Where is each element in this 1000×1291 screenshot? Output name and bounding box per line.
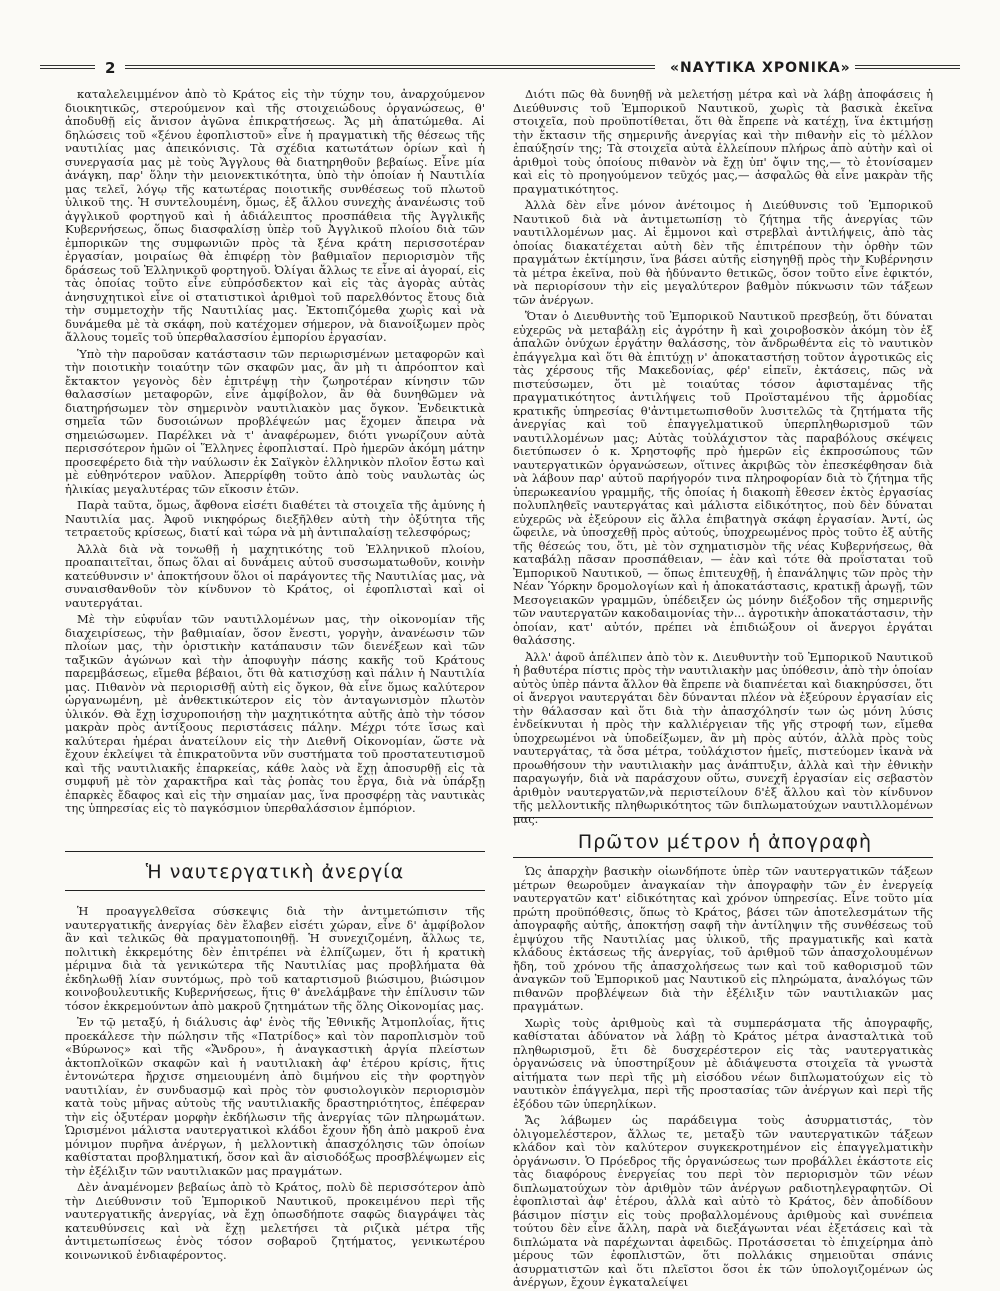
paragraph: Ἄς λάβωμεν ὡς παράδειγμα τοὺς ἀσυρματιστάς, τὸν ὀλιγομελέστερον, ἄλλως τε, μεταξὺ τῶν ναυτεργατικῶν τάξεων κλάδον καὶ τὸν καλύτερον συγκεκροτημένον εἰς ἐπαγγελματικὴν ὀργάνωσιν. Ὁ Πρόεδρος τῆς ὀργανώσεως των προβάλλει ἑκάστοτε εἰς τὰς διαφόρους ἐνεργείας του περὶ τὸν περιορισμὸν τῶν νέων διπλωματούχων τὸν ἀριθμὸν τῶν ἀνέργων ραδιοτηλεγραφητῶν. Οἱ ἐφοπλισταὶ ἀφ' ἑτέρου, ἀλλὰ καὶ αὐτὸ τὸ Κράτος, δὲν ἀποδίδουν βάσιμον πίστιν εἰς τοὺς προβαλλομένους ἀριθμοὺς καὶ συνέπεια τούτου δὲν εἶνε ἄλλη, παρὰ νὰ διεξάγωνται νέαι ἐξετάσεις καὶ τὰ διπλώματα νὰ παρέχωνται ἀφειδῶς. Προτάσσεται τὸ ἐπιχείρημα ἀπὸ μέρους τῶν ἐφοπλιστῶν, ὅτι πολλάκις σημειοῦται σπάνις ἀσυρματιστῶν καὶ ὅτι πλεῖστοι ὅσοι ἐκ τῶν ὑπολογιζομένων ὡς ἀνέργων, ἔχουν ἐγκαταλείψει [513, 1113, 933, 1289]
heading-rule-bottom [65, 890, 485, 891]
paragraph: Ἡ προαγγελθεῖσα σύσκεψις διὰ τὴν ἀντιμετώπισιν τῆς ναυτεργατικῆς ἀνεργίας δὲν ἔλαβεν εἰσέτι χώραν, εἶνε δ' ἀμφίβολον ἂν καὶ τελικῶς θὰ πραγματοποιηθῇ. Ἡ συνεχιζομένη, ἄλλως τε, πολιτικὴ ἐκκρεμότης δὲν ἐπιτρέπει νὰ ἐλπίζωμεν, ὅτι ἡ κρατικὴ μέριμνα διὰ τὰ γενικώτερα τῆς Ναυτιλίας μας προβλήματα θὰ ἐκδηλωθῇ λίαν συντόμως, πρὸ τοῦ καταρτισμοῦ βιώσιμου, βιώσιμον κοινοβουλευτικῆς Κυβερνήσεως, ἥτις θ' ἀνελάμβανε τὴν ἐπίλυσιν τῶν τόσον ἐκκρεμούντων ἀπὸ μακροῦ ζητημάτων τῆς ὅλης Οἰκονομίας μας. [65, 904, 485, 1013]
header-rule-right [855, 65, 960, 69]
paragraph: Ἀλλὰ διὰ νὰ τονωθῇ ἡ μαχητικότης τοῦ Ἑλληνικοῦ πλοίου, προαπαιτεῖται, ὅπως ὅλαι αἱ δυνάμεις αὐτοῦ συσσωματωθοῦν, κοινὴν κατεύθυνσιν ν' ἀποκτήσουν ὅλοι οἱ παράγοντες τῆς Ναυτιλίας μας, νὰ συναισθανθοῦν τὸν κίνδυνον τὸ Κράτος, οἱ ἐφοπλισταὶ καὶ οἱ ναυτεργάται. [65, 541, 485, 610]
paragraph: Διότι πῶς θὰ δυνηθῇ νὰ μελετήσῃ μέτρα καὶ νὰ λάβῃ ἀποφάσεις ἡ Διεύθυνσις τοῦ Ἐμπορικοῦ Ναυτικοῦ, χωρὶς τὰ βασικὰ ἐκεῖνα στοιχεῖα, ποὺ προϋποτίθεται, ὅτι θὰ ἔπρεπε νὰ κατέχῃ, ἵνα ἐκτιμήσῃ τὴν ἔκτασιν τῆς σημερινῆς ἀνεργίας καὶ τὴν πιθανὴν εἰς τὸ μέλλον ἐπαύξησίν της; Τὰ στοιχεῖα αὐτὰ ἐλλείπουν πλήρως ἀπὸ αὐτὴν καὶ οἱ ἀριθμοὶ τοὺς ὁποίους πιθανὸν νὰ ἔχῃ ὑπ' ὄψιν της,— τὸ ἐτονίσαμεν καὶ εἰς τὸ προηγούμενον τεῦχός μας,— ἀσφαλῶς θὰ εἶνε μακρὰν τῆς πραγματικότητος. [513, 87, 933, 196]
heading-rule-top [513, 817, 933, 818]
paragraph: καταλελειμμένον ἀπὸ τὸ Κράτος εἰς τὴν τύχην του, ἀναρχούμενον διοικητικῶς, στερούμενον καὶ τῆς στοιχειώδους ὀργανώσεως, θ' ἀποδυθῇ εἰς ἄνισον ἀγῶνα ἐπικρατήσεως. Ἄς μὴ ἀπατώμεθα. Αἱ δηλώσεις τοῦ «ξένου ἐφοπλιστοῦ» εἶνε ἡ πραγματικὴ τῆς θέσεως τῆς ναυτιλίας μας ἀπεικόνισις. Τὰ σχέδια κατωτάτων ὁρίων καὶ ἡ συνεργασία μας μὲ τοὺς Ἄγγλους θὰ διατηρηθοῦν βεβαίως. Εἶνε μία ἀνάγκη, παρ' ὅλην τὴν μειονεκτικότητα, ὑπὸ τὴν ὁποίαν ἡ Ναυτιλία μας τελεῖ, λόγῳ τῆς κατωτέρας ποιοτικῆς συνθέσεως τοῦ πλωτοῦ ὑλικοῦ της. Ἡ συντελουμένη, ὅμως, ἐξ ἄλλου συνεχὴς ἀνανέωσις τοῦ ἀγγλικοῦ φορτηγοῦ καὶ ἡ ἀδιάλειπτος προσπάθεια τῆς Ἀγγλικῆς Κυβερνήσεως, ὅπως διασφαλίσῃ ὑπὲρ τοῦ Ἀγγλικοῦ πλοίου διὰ τῶν ἐμπορικῶν της συμφωνιῶν πρὸς τὰ ξένα κράτη περισσοτέραν ἐργασίαν, μοιραίως θὰ ἐπιφέρῃ τὸν βαθμιαῖον περιορισμὸν τῆς δράσεως τοῦ Ἑλληνικοῦ φορτηγοῦ. Ὀλίγαι ἄλλως τε εἶνε αἱ ἀγοραί, εἰς τὰς ὁποίας τοῦτο εἶνε εὐπρόσδεκτον καὶ εἰς τὰς ἀγορὰς αὐτὰς ἀνησυχητικοὶ εἶνε οἱ στατιστικοὶ ἀριθμοὶ τοῦ παρελθόντος ἔτους διὰ τὴν συμμετοχὴν τῆς Ναυτιλίας μας. Ἐκτοπιζόμεθα χωρὶς καὶ νὰ δυνάμεθα μὲ τὰ σκάφη, ποὺ κατέχομεν σήμερον, νὰ διανοίξωμεν πρὸς ἄλλους τομεῖς τοῦ ὑπερθαλασσίου ἐμπορίου ἐργασίαν. [65, 87, 485, 344]
page-number: 2 [105, 59, 116, 77]
paragraph: Ἐν τῷ μεταξύ, ἡ διάλυσις ἀφ' ἑνὸς τῆς Ἐθνικῆς Ἀτμοπλοΐας, ἥτις προεκάλεσε τὴν πώλησιν τῆς «Πατρίδος» καὶ τὸν παροπλισμὸν τοῦ «Βύρωνος» καὶ τῆς «Ἄνδρου», ἡ ἀναγκαστικὴ ἀργία πλείστων ἀκτοπλοϊκῶν σκαφῶν καὶ ἡ ναυτιλιακὴ ἀφ' ἑτέρου κρίσις, ἥτις ἐντονώτερα ἤρχισε σημειουμένη ἀπὸ διμήνου εἰς τὴν φορτηγὸν ναυτιλίαν, ἐν συνδυασμῷ καὶ πρὸς τὸν φυσιολογικὸν περιορισμὸν κατὰ τοὺς μῆνας αὐτοὺς τῆς ναυτιλιακῆς δραστηριότητος, ἐπέφεραν τὴν εἰς ὀξυτέραν μορφὴν ἐκδήλωσιν τῆς ἀνεργίας τῶν πληρωμάτων. Ὡρισμένοι μάλιστα ναυτεργατικοὶ κλάδοι ἔχουν ἤδη ἀπὸ μακροῦ ἐνα μόνιμον πυρῆνα ἀνέργων, ἡ μελλοντικὴ ἀπασχόλησις τῶν ὁποίων καθίσταται προβληματική, ὅσον καὶ ἂν αἰσιοδόξως προσβλέψωμεν εἰς τὴν ἐξέλιξιν τῶν ναυτιλιακῶν μας πραγμάτων. [65, 1015, 485, 1178]
paragraph: Ὅταν ὁ Διευθυντὴς τοῦ Ἐμπορικοῦ Ναυτικοῦ πρεσβεύῃ, ὅτι δύναται εὐχερῶς νὰ μεταβάλῃ εἰς ἀγρότην ἢ καὶ χοιροβοσκὸν ἀκόμη τὸν ἐξ ἁπαλῶν ὀνύχων ἐργάτην θαλάσσης, τὸν ἄνδρωθέντα εἰς τὸ ναυτικὸν ἐπάγγελμα καὶ ὅτι θὰ ἐπιτύχῃ ν' ἀποκαταστήσῃ τοῦτον ἀγροτικῶς εἰς τὰς χέρσους τῆς Μακεδονίας, φέρ' εἰπεῖν, ἐκτάσεις, πῶς νὰ πιστεύσωμεν, ὅτι μὲ τοιαύτας τόσον ἀφισταμένας τῆς πραγματικότητος ἀντιλήψεις τοῦ Προϊσταμένου τῆς ἁρμοδίας κρατικῆς ὑπηρεσίας θ'ἀντιμετωπισθοῦν λυσιτελῶς τὰ ζητήματα τῆς ἀνεργίας καὶ τοῦ ἐπαγγελματικοῦ ὑπερπληθωρισμοῦ τῶν ναυτιλλομένων μας; Αὐτὰς τοὐλάχιστον τὰς παραβόλους σκέψεις διετύπωσεν ὁ κ. Χρηστοφῆς πρὸ ἡμερῶν εἰς ἐκπροσώπους τῶν ναυτεργατικῶν ὀργανώσεων, οἵτινες ἀκριβῶς τὸν ἐπεσκέφθησαν διὰ νὰ λάβουν παρ' αὐτοῦ παρήγορόν τινα πληροφορίαν διὰ τὸ ζήτημα τῆς ὑπερωκεανίου γραμμῆς, τῆς ὁποίας ἡ διακοπὴ ἔθεσεν ἐκτὸς ἐργασίας πολυπληθεῖς ναυτεργάτας καὶ μάλιστα εἰδικότητος, ποὺ δὲν δύναται εὐχερῶς νὰ ἐξεύρουν εἰς ἄλλα ἐπιβατηγὰ σκάφη ἐργασίαν. Ἀντί, ὡς ὤφειλε, νὰ ὑποσχεθῇ πρὸς αὐτούς, ὑποχρεωμένος πρὸς τοῦτο ἐξ αὐτῆς τῆς θέσεώς του, ὅτι, μὲ τὸν σχηματισμὸν τῆς νέας Κυβερνήσεως, θὰ καταβάλῃ πᾶσαν προσπάθειαν, — ἐὰν καὶ τότε θὰ προΐσταται τοῦ Ἐμπορικοῦ Ναυτικοῦ, — ὅπως ἐπιτευχθῇ, ἡ ἐπανάληψις τῶν πρὸς τὴν Νέαν Ὑόρκην δρομολογίων καὶ ἡ ἀποκατάστασις, κρατικῇ ἀρωγῇ, τῶν Μεσογειακῶν γραμμῶν, ὑπέδειξεν ὡς μόνην διέξοδον τῆς σημερινῆς τῶν ναυτεργατῶν κακοδαιμονίας τὴν... ἀγροτικὴν ἀποκατάστασιν, τὴν ὁποίαν, κατ' αὐτόν, πρέπει νὰ ἐπιδιώξουν οἱ ἄνεργοι ἐργάται θαλάσσης. [513, 309, 933, 647]
paragraph: Παρὰ ταῦτα, ὅμως, ἄφθονα εἰσέτι διαθέτει τὰ στοιχεῖα τῆς ἀμύνης ἡ Ναυτιλία μας. Ἀφοῦ νικηφόρως διεξῆλθεν αὐτὴ τὴν ὀξύτητα τῆς τετραετοῦς κρίσεως, διατί καὶ τώρα νὰ μὴ ἀντιπαλαίσῃ τελεσφόρως; [65, 498, 485, 539]
left-column-section-body [65, 904, 485, 1262]
heading-rule-bottom [513, 857, 933, 858]
left-column-article-continuation [65, 88, 485, 844]
header-rule-left [40, 65, 95, 69]
paragraph: Ἀλλὰ δὲν εἶνε μόνον ἀνέτοιμος ἡ Διεύθυνσις τοῦ Ἐμπορικοῦ Ναυτικοῦ διὰ νὰ ἀντιμετωπίσῃ τὸ ζήτημα τῆς ἀνεργίας τῶν ναυτιλλομένων μας. Αἱ ἔμμονοι καὶ στρεβλαὶ ἀντιλήψεις, ἀπὸ τὰς ὁποίας διακατέχεται αὐτὴ δὲν τῆς ἐπιτρέπουν τὴν ὀρθὴν τῶν πραγμάτων ἐκτίμησιν, ἵνα βάσει αὐτῆς εἰσηγηθῇ πρὸς τὴν Κυβέρνησιν τὰ μέτρα ἐκεῖνα, ποὺ θὰ ἠδύναντο θετικῶς, ὅσον τοῦτο εἶνε ἐφικτόν, νὰ περιορίσουν τὴν εἰς μεγαλύτερον βαθμὸν πύκνωσιν τῶν τάξεων τῶν ἀνέργων. [513, 198, 933, 307]
page-header [40, 58, 960, 78]
right-column-article-continuation [513, 87, 933, 826]
journal-title: «ΝΑΥΤΙΚΑ ΧΡΟΝΙΚΑ» [670, 60, 851, 76]
paragraph: Χωρὶς τοὺς ἀριθμοὺς καὶ τὰ συμπεράσματα τῆς ἀπογραφῆς, καθίσταται ἀδύνατον νὰ λάβῃ τὸ Κράτος μέτρα ἀνασταλτικὰ τοῦ πληθωρισμοῦ, ἔτι δὲ δυσχερέστερον εἰς τὰς ναυτεργατικὰς ὀργανώσεις νὰ ὑποστηρίξουν μὲ ἀδιάψευστα στοιχεῖα τὰ γνωστὰ αἰτήματα των περὶ τῆς μὴ εἰσόδου νέων διπλωματούχων εἰς τὸ ναυτικὸν ἐπάγγελμα, περὶ τῆς προστασίας τῶν ἀνέργων καὶ περὶ τῆς ἐξόδου τῶν ὑπερηλίκων. [513, 1015, 933, 1111]
section-heading-unemployment: Ἡ ναυτεργατικὴ ἀνεργία [145, 861, 405, 883]
paragraph: Μὲ τὴν εὐφυΐαν τῶν ναυτιλλομένων μας, τὴν οἰκονομίαν τῆς διαχειρίσεως, τὴν βαθμιαίαν, ὅσον ἔνεστι, γοργὴν, ἀνανέωσιν τῶν πλοίων μας, τὴν ὁριστικὴν κατάπαυσιν τῶν διενέξεων καὶ τῶν ταξικῶν ἀγώνων καὶ τὴν ἀποφυγὴν πάσης κακῆς τοῦ Κράτους παρεμβάσεως, εἴμεθα βέβαιοι, ὅτι θὰ κατισχύσῃ καὶ πάλιν ἡ Ναυτιλία μας. Πιθανὸν νὰ περιορισθῇ αὐτὴ εἰς ὄγκον, θὰ εἶνε ὅμως καλύτερον ὠργανωμένη, μὲ ἀνθεκτικώτερον εἰς τὸν ἀνταγωνισμὸν πλωτὸν ὑλικόν. Θὰ ἔχῃ ἰσχυροποιήσῃ τὴν μαχητικότητα αὐτῆς ἀπὸ τὴν τόσον μακρὰν πρὸς ἀντίξοους περιστάσεις πάλην. Μέχρι τότε ἴσως καὶ καλύτεραι ἡμέραι ἀνατείλουν εἰς τὴν Διεθνῆ Οἰκονομίαν, ὥστε νὰ ἔχουν ἐκλείψει τὰ ἐπικρατοῦντα νῦν συστήματα τοῦ προστατευτισμοῦ καὶ τῆς ναυτιλιακῆς ἐπαρκείας, κάθε λαὸς νὰ ἔχῃ ἀποσυρθῇ εἰς τὰ συμφυῆ μὲ τὸν χαρακτῆρα καὶ τὰς ῥοπὰς του ἔργα, διὰ νὰ ὑπάρξῃ ἐπαρκὲς ἔδαφος καὶ εἰς τὴν σημαίαν μας, ἵνα προσφέρῃ τὰς ναυτικὰς της ὑπηρεσίας εἰς τὸ παγκόσμιον ὑπερθαλάσσιον ἐμπόριον. [65, 612, 485, 815]
paragraph: Ἀλλ' ἀφοῦ ἀπέλιπεν ἀπὸ τὸν κ. Διευθυντὴν τοῦ Ἐμπορικοῦ Ναυτικοῦ ἡ βαθυτέρα πίστις πρὸς τὴν ναυτιλιακὴν μας ὑπόθεσιν, ἀπὸ τὴν ὁποίαν αὐτὸς ὑπὲρ πάντα ἄλλον θὰ ἔπρεπε νὰ διαπνέεται καὶ διακηρύσσει, ὅτι οἱ ἄνεργοι ναυτεργάται δὲν δύνανται πλέον νὰ ἐξεύρουν ἐργασίαν εἰς τὴν θάλασσαν καὶ ὅτι διὰ τὴν ἀπασχόλησίν των ὡς μόνη λύσις ἐνδείκνυται ἡ πρὸς τὴν καλλιέργειαν τῆς γῆς στροφή των, εἴμεθα ὑποχρεωμένοι νὰ ὑποδείξωμεν, ἂν μὴ πρὸς αὐτόν, ἀλλὰ πρὸς τοὺς ναυτεργάτας, τὰ ὅσα μέτρα, τοὐλάχιστον ἡμεῖς, πιστεύομεν ἱκανὰ νὰ προωθήσουν τὴν ναυτιλιακὴν μας ἀνάπτυξιν, ἀλλὰ καὶ τὴν ἐθνικὴν παραγωγήν, διὰ νὰ παράσχουν οὕτω, συνεχῆ ἐργασίαν εἰς σεβαστὸν ἀριθμὸν ναυτεργατῶν,νὰ περιστείλουν δ'ἐξ ἄλλου καὶ τὸν κίνδυνον τῆς μελλοντικῆς πληθωρικότητος τῶν διπλωματούχων ναυτιλλομένων μας. [513, 649, 933, 826]
right-column-section-body [513, 864, 933, 1289]
section-heading-census: Πρῶτον μέτρον ἡ ἀπογραφὴ [577, 831, 873, 853]
paragraph: Ὑπὸ τὴν παροῦσαν κατάστασιν τῶν περιωρισμένων μεταφορῶν καὶ τὴν ποιοτικὴν τοιαύτην τῶν σκαφῶν μας, ἂν μὴ τι ἀπρόοπτον καὶ ἔκτακτον γεγονὸς δὲν ἐπιτρέψῃ τὴν ζωηροτέραν κίνησιν τῶν θαλασσίων μεταφορῶν, εἶνε ἀμφίβολον, ἂν θὰ δυνηθῶμεν νὰ διατηρήσωμεν τὸν σημερινὸν ναυτιλιακὸν μας ὄγκον. Ἐνδεικτικὰ σημεῖα τῶν δυσοιώνων προβλέψεών μας ἔχομεν ἄπειρα νὰ σημειώσωμεν. Παρέλκει νὰ τ' ἀναφέρωμεν, διότι γνωρίζουν αὐτὰ περισσότερον ἡμῶν οἱ Ἕλληνες ἐφοπλισταί. Πρὸ ἡμερῶν ἀκόμη μάτην προσεφέρετο διὰ τὴν ναύλωσιν ἐκ Σαϊγκὸν ἑλληνικὸν πλοῖον ἔστω καὶ μὲ εὐθηνότερον ναῦλον. Ἀπερρίφθη τοῦτο ἀπὸ τοὺς ναυλωτὰς ὡς ἡλικίας μεγαλυτέρας τῶν εἴκοσιν ἐτῶν. [65, 346, 485, 496]
paragraph: Ὡς ἀπαρχὴν βασικὴν οἱωνδήποτε ὑπὲρ τῶν ναυτεργατικῶν τάξεων μέτρων θεωροῦμεν ἀναγκαίαν τὴν ἀπογραφὴν τῶν ἐν ἐνεργείᾳ ναυτεργατῶν κατ' εἰδικότητας καὶ χρόνον ὑπηρεσίας. Εἶνε τοῦτο μία πρώτη προϋπόθεσις, ὅπως τὸ Κράτος, βάσει τῶν ἀποτελεσμάτων τῆς ἀπογραφῆς αὐτῆς, ἀποκτήσῃ σαφῆ τὴν ἀντίληψιν τῆς συνθέσεως τοῦ ἐμψύχου τῆς Ναυτιλίας μας ὑλικοῦ, τῆς πραγματικῆς καὶ κατὰ κλάδους ἐκτάσεως τῆς ἀνεργίας, τοῦ ἀριθμοῦ τῶν ἀπασχολουμένων ἤδη, τοῦ χρόνου τῆς ἀπασχολήσεως των καὶ τοῦ καθορισμοῦ τῶν ἀναγκῶν τοῦ Ἐμπορικοῦ μας Ναυτικοῦ εἰς πληρώματα, ἀναλόγως τῶν πιθανῶν προβλέψεων διὰ τὴν ἐξέλιξιν τῶν ναυτιλιακῶν μας πραγμάτων. [513, 864, 933, 1013]
paragraph: Δὲν ἀναμένομεν βεβαίως ἀπὸ τὸ Κράτος, πολὺ δὲ περισσότερον ἀπὸ τὴν Διεύθυνσιν τοῦ Ἐμπορικοῦ Ναυτικοῦ, προκειμένου περὶ τῆς ναυτεργατικῆς ἀνεργίας, νὰ ἔχῃ ὁπωσδήποτε σαφῶς διαγράψει τὰς κατευθύνσεις καὶ νὰ ἔχῃ μελετήσει τὰ ριζικὰ μέτρα τῆς ἀντιμετωπίσεως ἑνὸς τόσον σοβαροῦ ζητήματος, γενικωτέρου κοινωνικοῦ ἐνδιαφέροντος. [65, 1180, 485, 1262]
heading-rule-top [65, 851, 485, 852]
header-rule-middle [125, 65, 655, 69]
